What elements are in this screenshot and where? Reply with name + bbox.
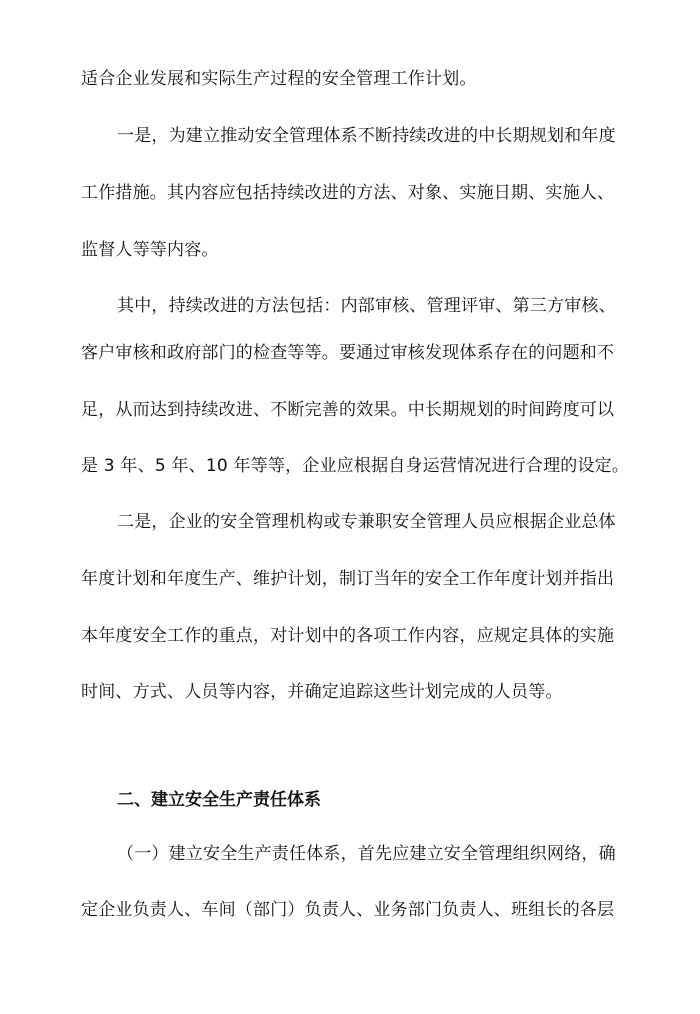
text-line-4: 监督人等等内容。 <box>81 240 219 260</box>
text-line-12: 时间、方式、人员等内容，并确定追踪这些计划完成的人员等。 <box>81 682 563 702</box>
text-line-10: 年度计划和年度生产、维护计划，制订当年的安全工作年度计划并指出 <box>81 569 615 589</box>
text-line-3: 工作措施。其内容应包括持续改进的方法、对象、实施日期、实施人、 <box>81 183 615 203</box>
section-heading: 二、建立安全生产责任体系 <box>117 790 321 810</box>
text-line-6: 客户审核和政府部门的检查等等。要通过审核发现体系存在的问题和不 <box>81 343 615 363</box>
text-line-5: 其中，持续改进的方法包括：内部审核、管理评审、第三方审核、 <box>117 296 616 316</box>
text-line-2: 一是，为建立推动安全管理体系不断持续改进的中长期规划和年度 <box>117 126 616 146</box>
text-line-8: 是 3 年、5 年、10 年等等，企业应根据自身运营情况进行合理的设定。 <box>81 456 630 476</box>
text-line-9: 二是，企业的安全管理机构或专兼职安全管理人员应根据企业总体 <box>117 512 616 532</box>
section-text-line-2: 定企业负责人、车间（部门）负责人、业务部门负责人、班组长的各层 <box>81 900 615 920</box>
section-text-line-1: （一）建立安全生产责任体系，首先应建立安全管理组织网络，确 <box>117 844 616 864</box>
text-line-1: 适合企业发展和实际生产过程的安全管理工作计划。 <box>81 69 477 89</box>
text-line-7: 足，从而达到持续改进、不断完善的效果。中长期规划的时间跨度可以 <box>81 400 615 420</box>
text-line-11: 本年度安全工作的重点，对计划中的各项工作内容，应规定具体的实施 <box>81 626 615 646</box>
